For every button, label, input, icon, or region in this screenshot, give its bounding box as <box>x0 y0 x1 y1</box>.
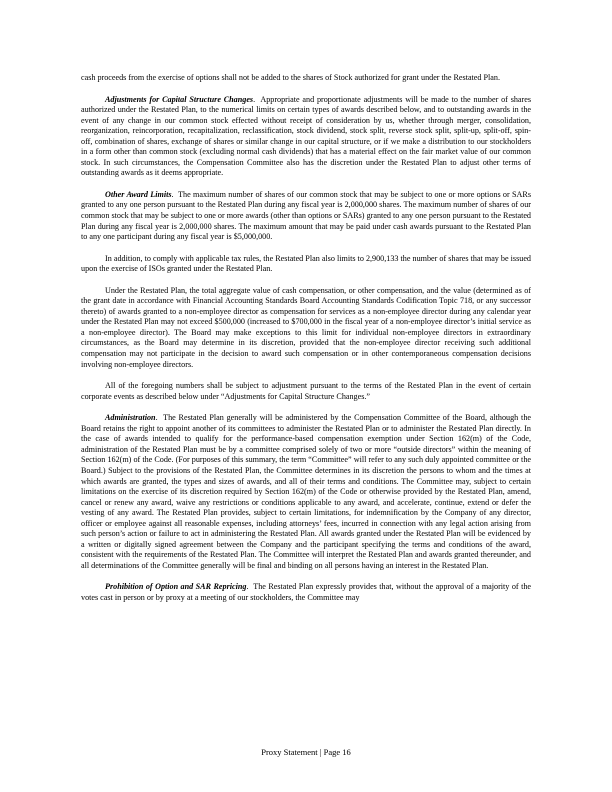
paragraph-administration: Administration. The Restated Plan generally will be administered by the Compensation Committee of the Board, although the Board retains the right to appoint another of its committees to administer the Restated Plan or to administer the Restated Plan directly. In the case of awards intended to qualify for the performance-based compensation exemption under Section 162(m) of the Code, administration of the Restated Plan must be by a committee comprised solely of two or more “outside directors” within the meaning of Section 162(m) of the Code. (For purposes of this summary, the term “Committee” will refer to any such duly appointed committee or the Board.) Subject to the provisions of the Restated Plan, the Committee determines in its discretion the persons to whom and the times at which awards are granted, the types and sizes of awards, and all of their terms and conditions. The Committee may, subject to certain limitations on the exercise of its discretion required by Section 162(m) of the Code or otherwise provided by the Restated Plan, amend, cancel or renew any award, waive any restrictions or conditions applicable to any award, and accelerate, continue, extend or defer the vesting of any award. The Restated Plan provides, subject to certain limitations, for indemnification by the Company of any director, officer or employee against all reasonable expenses, including attorneys’ fees, incurred in connection with any legal action arising from such person’s action or failure to act in administering the Restated Plan. All awards granted under the Restated Plan will be evidenced by a written or digitally signed agreement between the Company and the participant specifying the terms and conditions of the award, consistent with the requirements of the Restated Plan. The Committee will interpret the Restated Plan and awards granted thereunder, and all determinations of the Committee generally will be final and binding on all persons having an interest in the Restated Plan. <box>81 413 531 570</box>
section-heading: Adjustments for Capital Structure Changes <box>105 94 254 104</box>
paragraph-other-award-limits: Other Award Limits. The maximum number of shares of our common stock that may be subject to one or more options or SARs granted to any one person pursuant to the Restated Plan during any fiscal year is 2,000,000 shares. The maximum number of shares of our common stock that may be subject to one or more awards (other than options or SARs) granted to any one person pursuant to the Restated Plan during any fiscal year is 2,000,000 shares. The maximum amount that may be paid under cash awards pursuant to the Restated Plan to any one participant during any fiscal year is $5,000,000. <box>81 189 531 242</box>
paragraph-text: The Restated Plan expressly provides that, without the approval of a majority of the votes cast in person or by proxy at a meeting of our stockholders, the Committee may <box>81 582 531 602</box>
paragraph-text: All of the foregoing numbers shall be subject to adjustment pursuant to the terms of the Restated Plan in the event of certain corporate events as described below under “Adjustments for Capital Structure Changes.” <box>81 381 531 401</box>
section-heading: Administration <box>105 413 156 423</box>
paragraph-text: Appropriate and proportionate adjustments will be made to the number of shares authorized under the Restated Plan, to the numerical limits on certain types of awards described below, and to outstanding awards in the event of any change in our common stock effected without receipt of consideration by us, whether through merger, consolidation, reorganization, reincorporation, recapitalization, reclassification, stock dividend, stock split, reverse stock split, split-up, split-off, spin-off, combination of shares, exchange of shares or similar change in our capital structure, or if we make a distribution to our stockholders in a form other than common stock (excluding normal cash dividends) that has a material effect on the fair market value of our common stock. In such circumstances, the Compensation Committee also has the discretion under the Restated Plan to adjust other terms of outstanding awards as it deems appropriate. <box>81 94 531 178</box>
paragraph-director-compensation <box>81 286 531 370</box>
page-footer: Proxy Statement | Page 16 <box>261 747 351 757</box>
paragraph-text: In addition, to comply with applicable tax rules, the Restated Plan also limits to 2,900,133 the number of shares that may be issued upon the exercise of ISOs granted under the Restated Plan. <box>81 253 531 274</box>
paragraph-adjustments-capital-structure: Adjustments for Capital Structure Changes. Appropriate and proportionate adjustments will be made to the number of shares authorized under the Restated Plan, to the numerical limits on certain types of awards described below, and to outstanding awards in the event of any change in our common stock effected without receipt of consideration by us, whether through merger, consolidation, reorganization, reincorporation, recapitalization, reclassification, stock dividend, stock split, reverse stock split, split-up, split-off, spin-off, combination of shares, exchange of shares or similar change in our capital structure, or if we make a distribution to our stockholders in a form other than common stock (excluding normal cash dividends) that has a material effect on the fair market value of our common stock. In such circumstances, the Compensation Committee also has the discretion under the Restated Plan to adjust other terms of outstanding awards as it deems appropriate. <box>81 94 531 178</box>
paragraph-text: The Restated Plan generally will be administered by the Compensation Committee of the Board, although the Board retains the right to appoint another of its committees to administer the Restated Plan or to administer the Restated Plan directly. In the case of awards intended to qualify for the performance-based compensation exemption under Section 162(m) of the Code, administration of the Restated Plan must be by a committee comprised solely of two or more “outside directors” within the meaning of Section 162(m) of the Code. (For purposes of this summary, the term “Committee” will refer to any such duly appointed committee or the Board.) Subject to the provisions of the Restated Plan, the Committee determines in its discretion the persons to whom and the times at which awards are granted, the types and sizes of awards, and all of their terms and conditions. The Committee may, subject to certain limitations on the exercise of its discretion required by Section 162(m) of the Code or otherwise provided by the Restated Plan, amend, cancel or renew any award, waive any restrictions or conditions applicable to any award, and accelerate, continue, extend or defer the vesting of any award. The Restated Plan provides, subject to certain limitations, for indemnification by the Company of any director, officer or employee against all reasonable expenses, including attorneys’ fees, incurred in connection with any legal action arising from such person’s action or failure to act in administering the Restated Plan. All awards granted under the Restated Plan will be evidenced by a written or digitally signed agreement between the Company and the participant specifying the terms and conditions of the award, consistent with the requirements of the Restated Plan. The Committee will interpret the Restated Plan and awards granted thereunder, and all determinations of the Committee generally will be final and binding on all persons having an interest in the Restated Plan. <box>81 413 531 570</box>
paragraph-continuation <box>81 73 531 84</box>
paragraph-text: Under the Restated Plan, the total aggregate value of cash compensation, or other compensation, and the value (determined as of the grant date in accordance with Financial Accounting Standards Board Accounting Standards Codification Topic 718, or any successor thereto) of awards granted to a non-employee director as compensation for services as a non-employee director during any calendar year under the Restated Plan may not exceed $500,000 (increased to $700,000 in the fiscal year of a non-employee director’s initial service as a non-employee director). The Board may make exceptions to this limit for individual non-employee directors in extraordinary circumstances, as the Board may determine in its discretion, provided that the non-employee director receiving such additional compensation may not participate in the decision to award such compensation or in other contemporaneous compensation decisions involving non-employee directors. <box>81 285 531 369</box>
document-body <box>81 73 531 615</box>
section-heading: Other Award Limits <box>105 189 172 199</box>
paragraph-text: cash proceeds from the exercise of options shall not be added to the shares of Stock authorized for grant under the Restated Plan. <box>81 73 500 82</box>
paragraph-adjustment-reference <box>81 381 531 402</box>
section-heading: Prohibition of Option and SAR Repricing <box>105 582 247 592</box>
paragraph-iso-limit <box>81 254 531 275</box>
paragraph-repricing: Prohibition of Option and SAR Repricing. The Restated Plan expressly provides that, without the approval of a majority of the votes cast in person or by proxy at a meeting of our stockholders, the Committee may <box>81 582 531 602</box>
paragraph-text: The maximum number of shares of our common stock that may be subject to one or more options or SARs granted to any one person pursuant to the Restated Plan during any fiscal year is 2,000,000 shares. The maximum number of shares of our common stock that may be subject to one or more awards (other than options or SARs) granted to any one person pursuant to the Restated Plan during any fiscal year is 2,000,000 shares. The maximum amount that may be paid under cash awards pursuant to the Restated Plan to any one participant during any fiscal year is $5,000,000. <box>81 189 531 242</box>
